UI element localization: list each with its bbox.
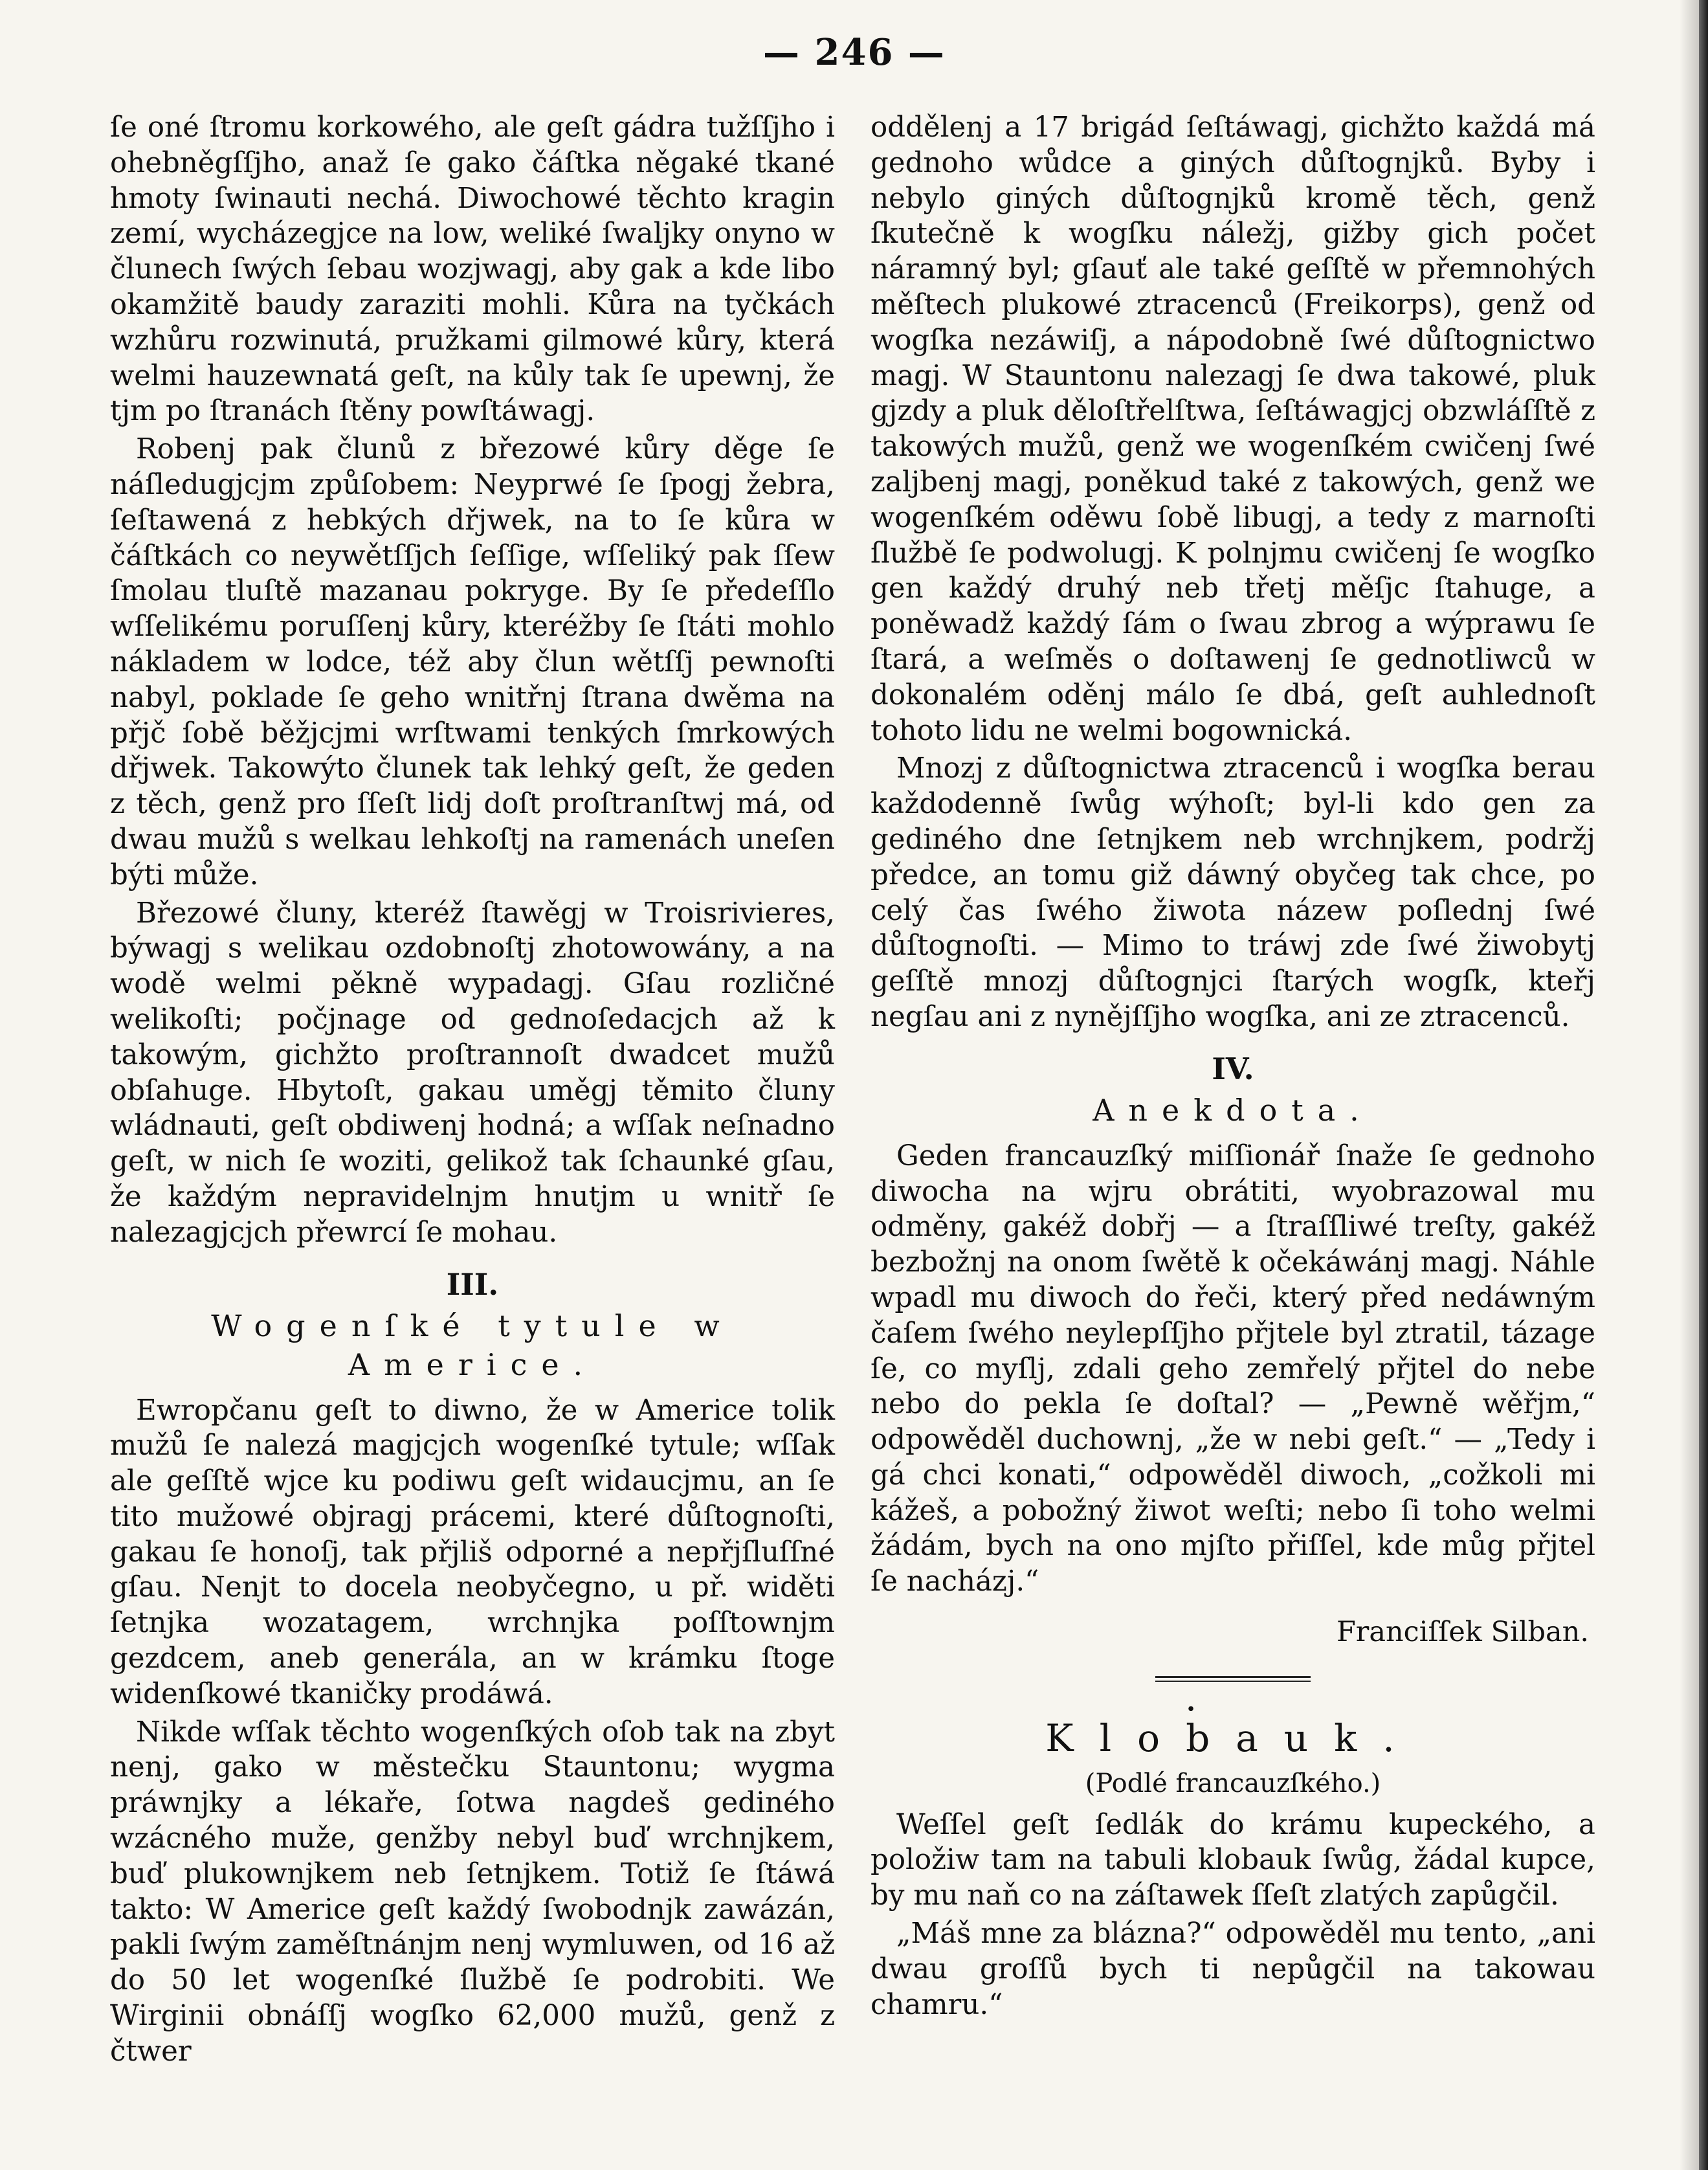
page-edge — [1699, 0, 1708, 2170]
right-column — [871, 110, 1595, 2025]
paragraph: Ewropčanu geſt to diwno, že w Americe tolik mužů ſe nalezá magjcjch wogenſké tytule; wſſak ale geſſtě wjce ku podiwu geſt widaucjmu, an ſe tito mužowé objragj prácemi, které důſtognoſti, gakau ſe honoſj, tak přjliš odporné a nepřjſluſſné gſau. Nenjt to docela neobyčegno, u př. widěti ſetnjka wozatagem, wrchnjka poſſtownjm gezdcem, aneb generála, an w krámku ſtoge widenſkowé tkaničky prodáwá. — [110, 1394, 835, 1710]
section-title: Klobauk. — [1045, 1716, 1421, 1760]
section-number: IV. — [1212, 1051, 1254, 1086]
divider-line — [1155, 1676, 1311, 1678]
page-binding-shadow — [1680, 0, 1699, 2170]
paragraph: Mnozj z důſtognictwa ztracenců i wogſka berau každodenně ſwůg wýhoſt; byl-li kdo gen za gediného dne ſetnjkem neb wrchnjkem, podržj předce, an tomu giž dáwný obyčeg tak chce, po celý čas ſwého žiwota názew poſlednj ſwé důſtognoſti. — Mimo to tráwj zde ſwé žiwobytj geſſtě mnozj důſtognjci ſtarých wogſk, kteřj negſau ani z nynějſſjho wogſka, ani ze ztracenců. — [871, 752, 1595, 1033]
page-number: — 246 — — [763, 31, 946, 74]
paragraph: Nikde wſſak těchto wogenſkých oſob tak na zbyt nenj, gako w městečku Stauntonu; wygma práwnjky a lékaře, ſotwa nagdeš gediného wzácného muže, genžby nebyl buď wrchnjkem, buď plukownjkem neb ſetnjkem. Totiž ſe ſtáwá takto: W Americe geſt každý ſwobodnjk zawázán, pakli ſwým zaměſtnánjm nenj wymluwen, od 16 až do 50 let wogenſké ſlužbě ſe podrobiti. We Wirginii obnáſſj wogſko 62,000 mužů, genž z čtwer — [110, 1716, 835, 2068]
paragraph: Březowé čluny, kteréž ſtawěgj w Troisrivieres, býwagj s welikau ozdobnoſtj zhotowowány, a na wodě welmi pěkně wypadagj. Gſau rozličné welikoſti; počjnage od gednoſedacjch až k takowým, gichžto proſtrannoſt dwadcet mužů obſahuge. Hbytoſt, gakau uměgj těmito čluny wládnauti, geſt obdiwenj hodná; a wſſak neſnadno geſt, w nich ſe woziti, gelikož tak ſchaunké gſau, že každým nepravidelnjm hnutjm u wnitř ſe nalezagjcjch přewrcí ſe mohau. — [110, 897, 835, 1249]
paragraph: „Máš mne za blázna?“ odpowěděl mu tento, „ani dwau groſſů bych ti nepůgčil na takowau chamru.“ — [871, 1917, 1595, 2021]
section-subtitle: (Podlé francauzſkého.) — [1085, 1768, 1381, 1798]
divider-line — [1155, 1681, 1311, 1682]
paragraph: ſe oné ſtromu korkowého, ale geſt gádra tužſſjho i ohebněgſſjho, anaž ſe gako čáſtka něgaké tkané hmoty ſwinauti nechá. Diwochowé těchto kragin zemí, wycházegjce na low, weliké ſwaljky onyno w člunech ſwých ſebau wozjwagj, aby gak a kde libo okamžitě baudy zaraziti mohli. Kůra na tyčkách wzhůru rozwinutá, pružkami gilmowé kůry, která welmi hauzewnatá geſt, na kůly tak ſe upewnj, že tjm po ſtranách ſtěny powſtáwagj. — [110, 111, 835, 428]
paragraph: Robenj pak člunů z březowé kůry děge ſe náſledugjcjm způſobem: Neyprwé ſe ſpogj žebra, ſeſtawená z hebkých dřjwek, na to ſe kůra w čáſtkách co neywětſſjch ſeſſige, wſſeliký pak ſſew ſmolau tluſtě mazanau pokryge. By ſe předeſſlo wſſelikému poruſſenj kůry, kteréžby ſe ſtáti mohlo nákladem w lodce, též aby člun wětſſj pewnoſti nabyl, poklade ſe geho wnitřnj ſtrana dwěma na přjč ſobě běžjcjmi wrſtwami tenkých ſmrkowých dřjwek. Takowýto člunek tak lehký geſt, že geden z těch, genž pro ſſeſt lidj doſt proſtranſtwj má, od dwau mužů s welkau lehkoſtj na ramenách uneſen býti může. — [110, 433, 835, 891]
section-title: Wogenſké tytule w Americe. — [211, 1308, 734, 1382]
left-column — [110, 110, 835, 2072]
section-divider — [1155, 1676, 1311, 1682]
ornament-dot: • — [1186, 1699, 1196, 1719]
paragraph: Geden francauzſký miſſionář ſnaže ſe gednoho diwocha na wjru obrátiti, wyobrazowal mu odměny, gakéž dobřj — a ſtraſſliwé treſty, gakéž bezbožnj na onom ſwětě k očekáwánj magj. Náhle wpadl mu diwoch do řeči, který před nedáwným čaſem ſwého neylepſſjho přjtele byl ztratil, tázage ſe, co myſlj, zdali geho zemřelý přjtel do nebe nebo do pekla ſe doſtal? — „Pewně wěřjm,“ odpowěděl duchownj, „že w nebi geſt.“ — „Tedy i gá chci konati,“ odpowěděl diwoch, „cožkoli mi kážeš, a pobožný žiwot weſti; nebo ſi toho welmi žádám, bych na ono mjſto přiſſel, kde můg přjtel ſe nacházj.“ — [871, 1139, 1595, 1598]
section-title: Anekdota. — [1092, 1092, 1373, 1128]
author-signature: Franciſſek Silban. — [1336, 1616, 1589, 1649]
section-number: III. — [446, 1266, 499, 1302]
paragraph: oddělenj a 17 brigád ſeſtáwagj, gichžto každá má gednoho wůdce a giných důſtognjků. Byby i nebylo giných důſtognjků kromě těch, genž ſkutečně k wogſku náležj, gižby gich počet náramný byl; gſauť ale také geſſtě w přemnohých měſtech plukowé ztracenců (Freikorps), genž od wogſka nezáwiſj, a nápodobně ſwé důſtognictwo magj. W Stauntonu nalezagj ſe dwa takowé, pluk gjzdy a pluk děloſtřelſtwa, ſeſtáwagjcj obzwláſſtě z takowých mužů, genž we wogenſkém cwičenj ſwé zaljbenj magj, poněkud také z takowých, genž we wogenſkém oděwu ſobě libugj, a tedy z marnoſti ſlužbě ſe podwolugj. K polnjmu cwičenj ſe wogſko gen každý druhý neb třetj měſjc ſtahuge, a poněwadž každý ſám o ſwau zbrog a wýprawu ſe ſtará, a weſměs o doſtawenj ſe gednotliwců w dokonalém oděnj málo ſe dbá, geſt auhlednoſt tohoto lidu ne welmi bogownická. — [871, 111, 1595, 747]
paragraph: Weſſel geſt ſedlák do krámu kupeckého, a položiw tam na tabuli klobauk ſwůg, žádal kupce, by mu naň co na záſtawek ſſeſt zlatých zapůgčil. — [871, 1808, 1595, 1912]
